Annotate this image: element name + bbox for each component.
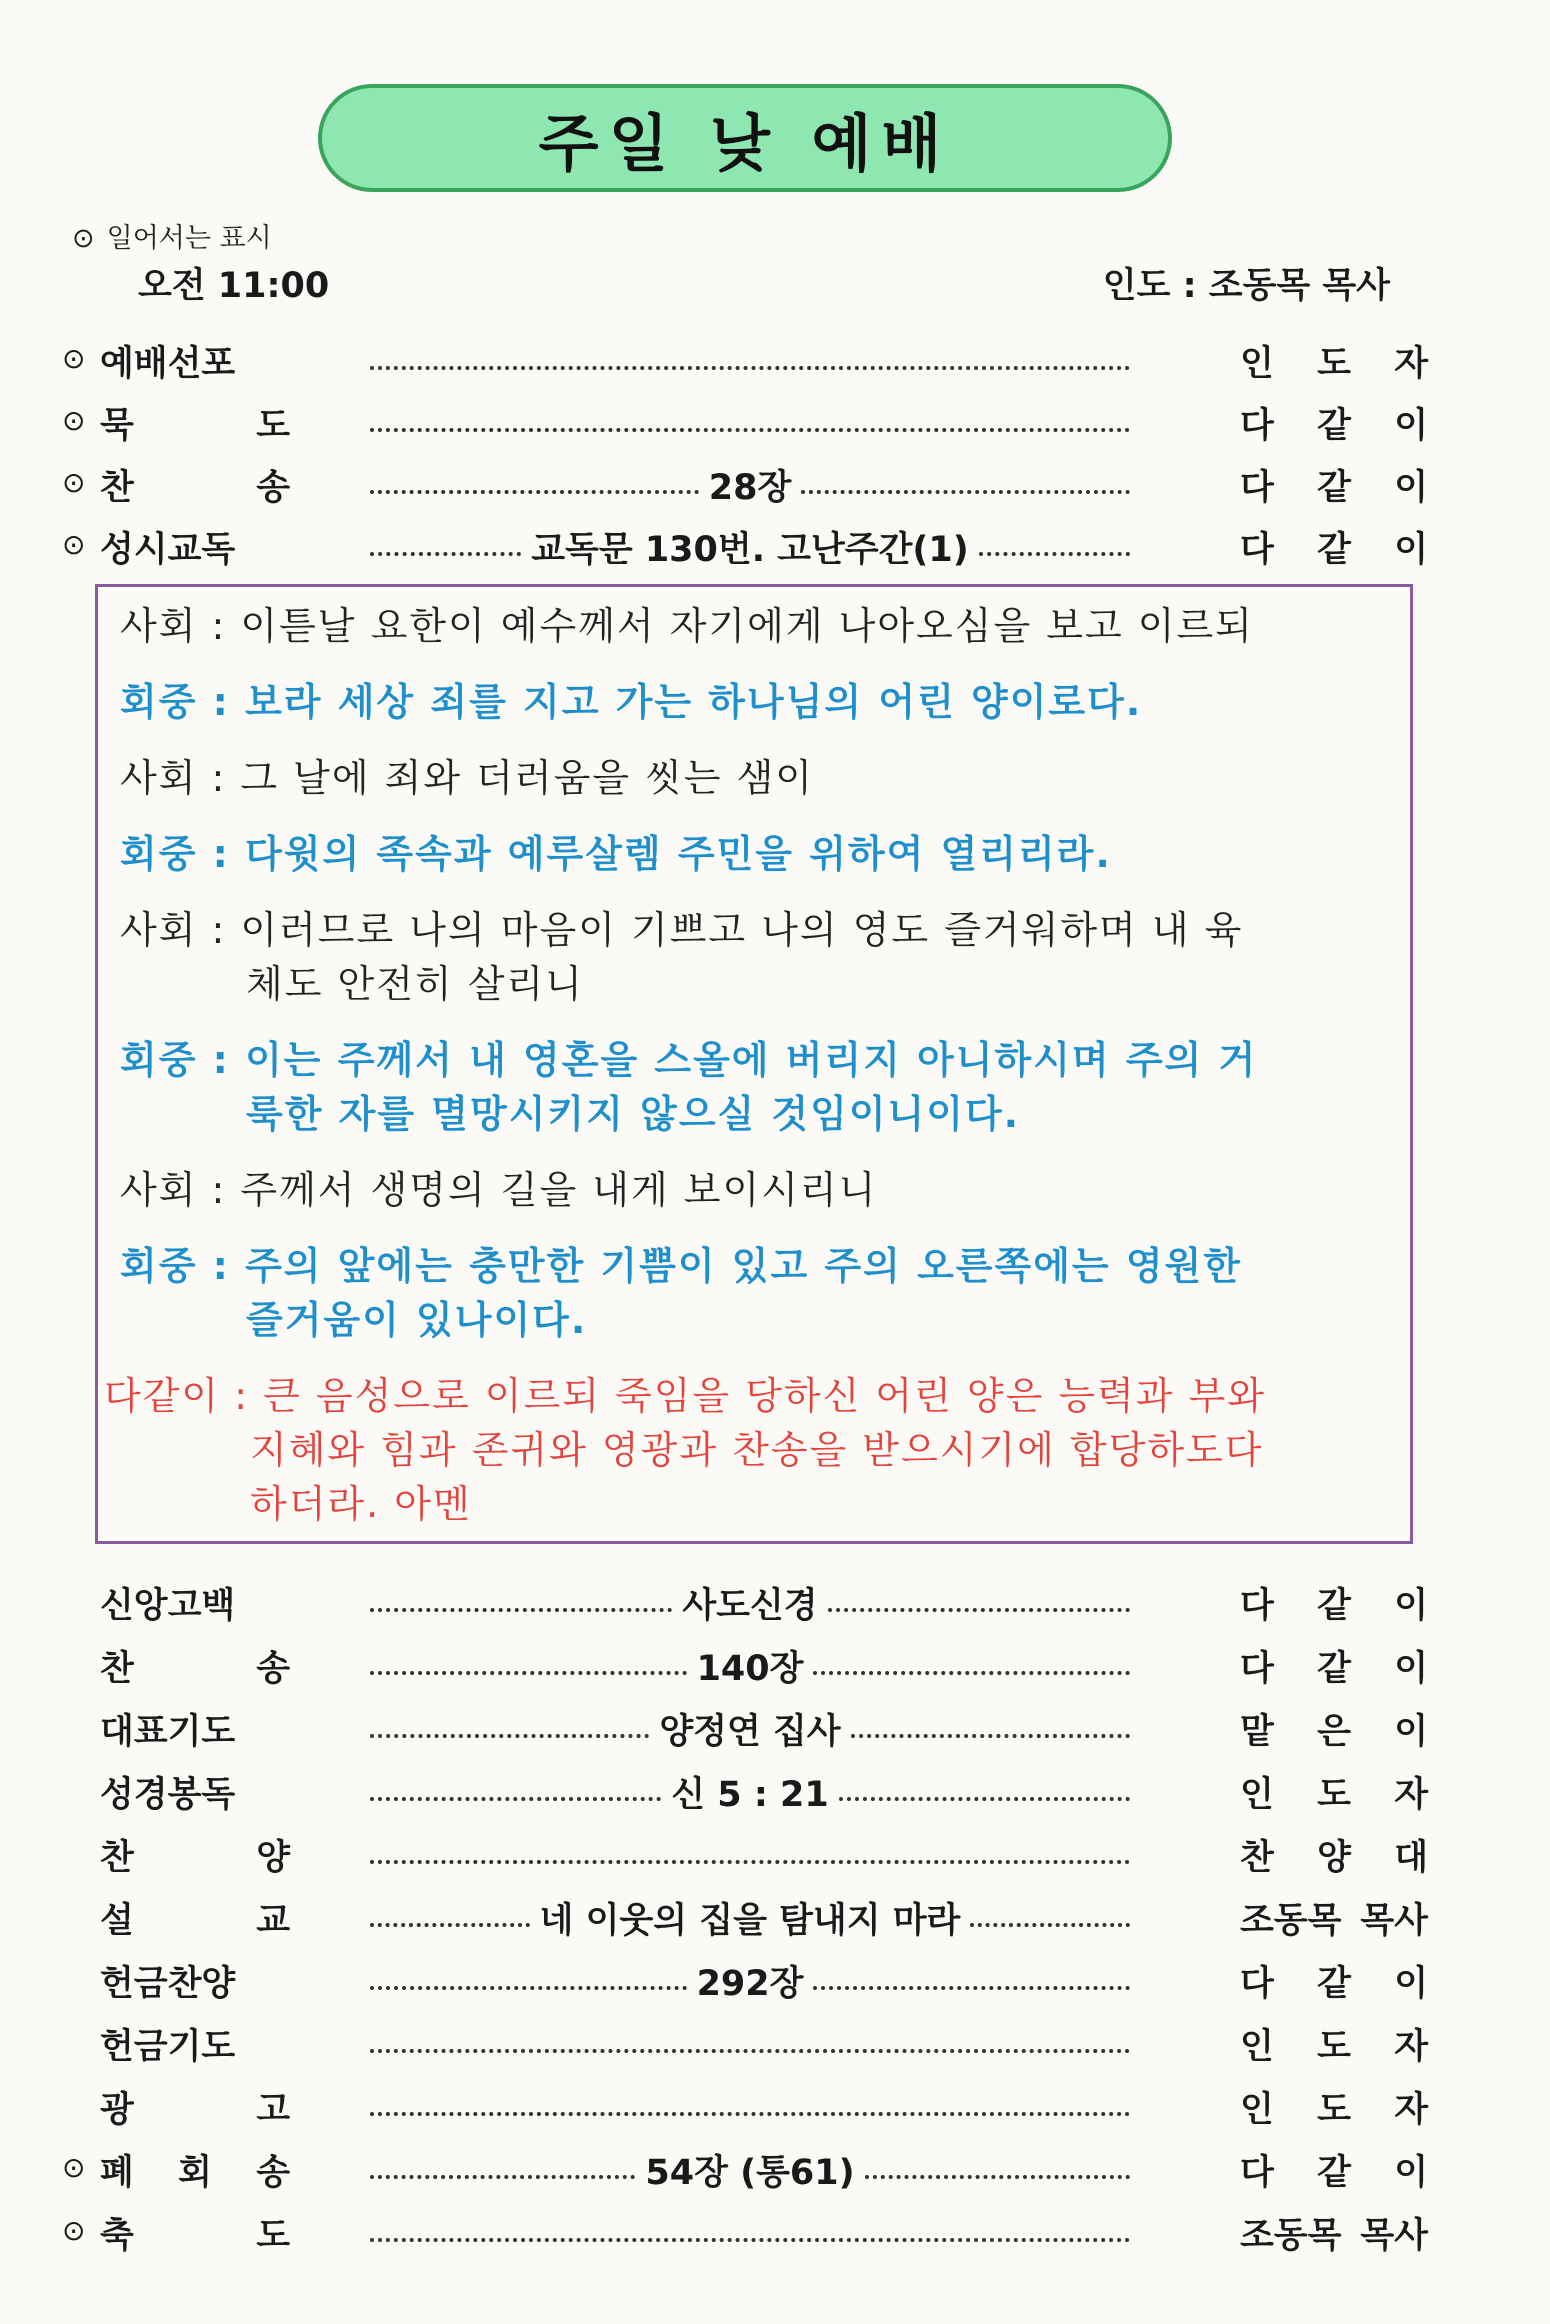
responsive-line xyxy=(246,958,584,1010)
order-person: 다 같 이 xyxy=(1240,2153,1428,2193)
order-content: 교독문 130번. 고난주간(1) xyxy=(531,530,969,570)
order-label: 헌금찬양 xyxy=(100,1964,236,2004)
order-person: 인 도 자 xyxy=(1240,344,1428,384)
order-label: 성시교독 xyxy=(100,530,236,570)
order-person: 조동목 목사 xyxy=(1240,1901,1428,1941)
order-label: 예배선포 xyxy=(100,344,236,384)
order-label: 묵 도 xyxy=(100,406,290,446)
leader-dots xyxy=(370,2145,1130,2195)
order-row xyxy=(0,516,1550,576)
responsive-line xyxy=(120,676,1142,728)
responsive-line xyxy=(120,752,814,804)
leader-dots xyxy=(370,2208,1130,2258)
order-content: 신 5 : 21 xyxy=(671,1775,829,1815)
order-row xyxy=(0,1761,1550,1821)
leader-dots xyxy=(370,336,1130,386)
reading-text: 이는 주께서 내 영혼을 스올에 버리지 아니하시며 주의 거 xyxy=(245,1038,1258,1082)
responsive-line xyxy=(120,828,1112,880)
order-content: 사도신경 xyxy=(682,1586,818,1626)
order-row xyxy=(0,1950,1550,2010)
leader-dots xyxy=(370,522,1130,572)
leader-dots xyxy=(370,1830,1130,1880)
order-label: 성경봉독 xyxy=(100,1775,236,1815)
order-label: 광 고 xyxy=(100,2090,290,2130)
order-person: 인 도 자 xyxy=(1240,2027,1428,2067)
order-label: 찬 송 xyxy=(100,1649,290,1689)
order-row xyxy=(0,454,1550,514)
order-label: 찬 양 xyxy=(100,1838,290,1878)
responsive-line xyxy=(246,1088,1020,1140)
order-person: 다 같 이 xyxy=(1240,406,1428,446)
leader-dots xyxy=(370,1704,1130,1754)
service-time: 오전 11:00 xyxy=(138,266,330,306)
standing-mark-icon: ⊙ xyxy=(72,223,95,254)
leader-dots xyxy=(370,2082,1130,2132)
responsive-line xyxy=(246,1294,587,1346)
order-label: 설 교 xyxy=(100,1901,290,1941)
leader-dots xyxy=(370,460,1130,510)
reading-text: 그 날에 죄와 더러움을 씻는 샘이 xyxy=(240,756,814,800)
reading-text: 체도 안전히 살리니 xyxy=(246,962,584,1006)
service-title: 주일 낮 예배 xyxy=(318,84,1172,192)
responsive-line xyxy=(104,1370,1266,1422)
reading-text: 이러므로 나의 마음이 기쁘고 나의 영도 즐거워하며 내 육 xyxy=(240,908,1244,952)
reading-role: 사회 : xyxy=(120,604,241,648)
leader-dots xyxy=(370,2019,1130,2069)
reading-text: 룩한 자를 멸망시키지 않으실 것임이니이다. xyxy=(246,1092,1021,1136)
order-row xyxy=(0,330,1550,390)
leader-dots xyxy=(370,1956,1130,2006)
reading-role: 다같이 : xyxy=(104,1374,264,1418)
order-row xyxy=(0,1887,1550,1947)
order-row xyxy=(0,1635,1550,1695)
reading-role: 사회 : xyxy=(120,1168,241,1212)
reading-text: 큰 음성으로 이르되 죽임을 당하신 어린 양은 능력과 부와 xyxy=(263,1374,1267,1418)
order-label: 대표기도 xyxy=(100,1712,236,1752)
standing-legend-text: 일어서는 표시 xyxy=(106,223,272,254)
order-content: 28장 xyxy=(708,468,792,508)
reading-role: 회중 : xyxy=(120,1244,246,1288)
order-person: 인 도 자 xyxy=(1240,1775,1428,1815)
responsive-line xyxy=(120,1240,1242,1292)
leader-dots xyxy=(370,1767,1130,1817)
order-content: 54장 (통61) xyxy=(645,2153,855,2193)
reading-role: 사회 : xyxy=(120,908,241,952)
leader-dots xyxy=(370,1578,1130,1628)
order-content: 292장 xyxy=(696,1964,804,2004)
order-content: 네 이웃의 집을 탐내지 마라 xyxy=(539,1901,961,1941)
order-row xyxy=(0,2139,1550,2199)
responsive-line xyxy=(120,904,1243,956)
reading-text: 하더라. 아멘 xyxy=(250,1482,472,1526)
standing-mark-icon: ⊙ xyxy=(62,2214,86,2247)
leader-dots xyxy=(370,1641,1130,1691)
order-person: 다 같 이 xyxy=(1240,1964,1428,2004)
reading-text: 보라 세상 죄를 지고 가는 하나님의 어린 양이로다. xyxy=(245,680,1143,724)
order-label: 찬 송 xyxy=(100,468,290,508)
order-content: 140장 xyxy=(696,1649,804,1689)
order-row xyxy=(0,2013,1550,2073)
order-row xyxy=(0,1824,1550,1884)
order-label: 신앙고백 xyxy=(100,1586,236,1626)
standing-mark-icon: ⊙ xyxy=(62,528,86,561)
order-row xyxy=(0,2076,1550,2136)
reading-text: 즐거움이 있나이다. xyxy=(246,1298,588,1342)
responsive-line xyxy=(120,600,1254,652)
order-label: 폐 회 송 xyxy=(100,2153,290,2193)
order-label: 헌금기도 xyxy=(100,2027,236,2067)
responsive-line xyxy=(120,1034,1257,1086)
order-person: 다 같 이 xyxy=(1240,530,1428,570)
reading-text: 지혜와 힘과 존귀와 영광과 찬송을 받으시기에 합당하도다 xyxy=(250,1428,1264,1472)
order-row xyxy=(0,1572,1550,1632)
responsive-line xyxy=(120,1164,877,1216)
leader-dots xyxy=(370,1893,1130,1943)
order-label: 축 도 xyxy=(100,2216,290,2256)
responsive-line xyxy=(250,1478,472,1530)
reading-text: 이튿날 요한이 예수께서 자기에게 나아오심을 보고 이르되 xyxy=(240,604,1254,648)
order-person: 다 같 이 xyxy=(1240,1649,1428,1689)
reading-role: 회중 : xyxy=(120,1038,246,1082)
order-person: 다 같 이 xyxy=(1240,468,1428,508)
standing-legend xyxy=(72,216,272,255)
order-row xyxy=(0,392,1550,452)
order-person: 인 도 자 xyxy=(1240,2090,1428,2130)
reading-role: 회중 : xyxy=(120,680,246,724)
standing-mark-icon: ⊙ xyxy=(62,404,86,437)
order-content: 양정연 집사 xyxy=(659,1712,841,1752)
responsive-line xyxy=(250,1424,1263,1476)
order-person: 다 같 이 xyxy=(1240,1586,1428,1626)
service-leader: 인도 : 조동목 목사 xyxy=(1102,266,1390,306)
reading-text: 주께서 생명의 길을 내게 보이시리니 xyxy=(240,1168,878,1212)
order-person: 조동목 목사 xyxy=(1240,2216,1428,2256)
order-person: 맡 은 이 xyxy=(1240,1712,1428,1752)
reading-role: 회중 : xyxy=(120,832,246,876)
order-person: 찬 양 대 xyxy=(1240,1838,1428,1878)
standing-mark-icon: ⊙ xyxy=(62,466,86,499)
reading-role: 사회 : xyxy=(120,756,241,800)
reading-text: 다윗의 족속과 예루살렘 주민을 위하여 열리리라. xyxy=(245,832,1112,876)
standing-mark-icon: ⊙ xyxy=(62,2151,86,2184)
reading-text: 주의 앞에는 충만한 기쁨이 있고 주의 오른쪽에는 영원한 xyxy=(245,1244,1242,1288)
order-row xyxy=(0,2202,1550,2262)
standing-mark-icon: ⊙ xyxy=(62,342,86,375)
leader-dots xyxy=(370,398,1130,448)
order-row xyxy=(0,1698,1550,1758)
